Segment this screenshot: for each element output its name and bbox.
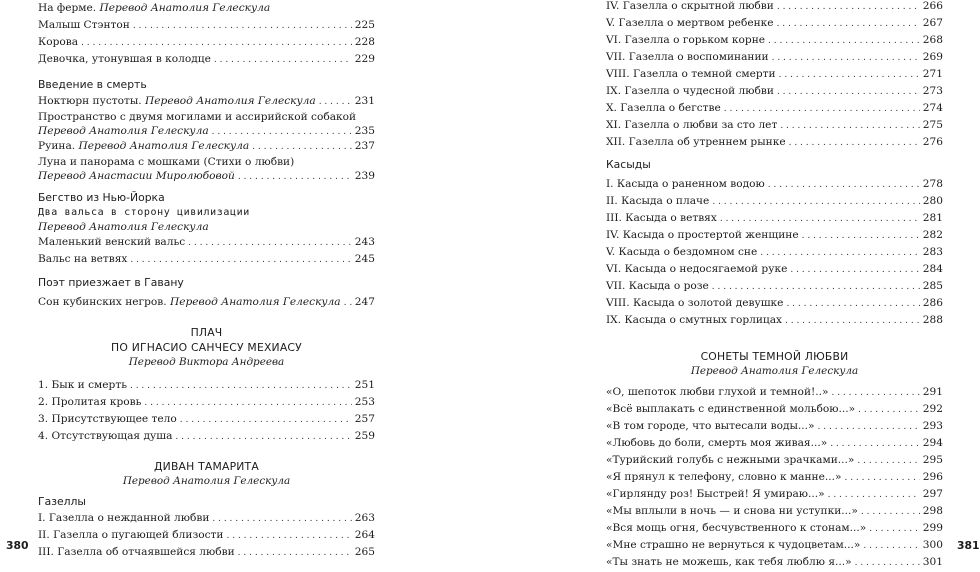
toc-entry-title: VII. Касыда о розе [606, 280, 709, 292]
plach-translator: Перевод Виктора Андреева [128, 356, 285, 368]
toc-entry [606, 100, 943, 117]
dot-leader [180, 412, 352, 429]
toc-entry-title: «Турийский голубь с нежными зрачками...» [606, 454, 855, 466]
toc-entry-page: 296 [922, 471, 943, 483]
toc-entry [606, 227, 943, 244]
toc-entry-page: 301 [922, 556, 943, 568]
toc-entry-title: Корова [38, 36, 79, 48]
toc-entry [606, 401, 943, 418]
toc-entry-page: 285 [922, 280, 943, 292]
toc-entry-title: VIII. Касыда о золотой девушке [606, 297, 784, 309]
toc-entry [606, 486, 943, 503]
dot-leader [777, 16, 920, 33]
toc-entry-page: 265 [354, 546, 375, 558]
toc-entry-prostranstvo: Перевод Анатолия Гелескула . . . 235 [38, 124, 375, 138]
dot-leader [130, 252, 351, 269]
toc-entry-page: 253 [354, 396, 375, 408]
toc-entry [606, 32, 943, 49]
toc-entry-page: 268 [922, 34, 943, 46]
section-heading-begstvo: Бегство из Нью-Йорка [38, 191, 165, 204]
dot-leader [869, 521, 920, 538]
toc-entry [38, 428, 375, 445]
toc-entry-page: 228 [354, 36, 375, 48]
toc-entry-title: I. Газелла о нежданной любви [38, 512, 210, 524]
divan-translator: Перевод Анатолия Гелескула [122, 475, 291, 487]
subsection-dva-valsa: Два вальса в сторону цивилизации [38, 207, 250, 218]
toc-entry [606, 295, 943, 312]
dot-leader [831, 385, 919, 402]
toc-entry [606, 520, 943, 537]
toc-entry-title: VIII. Газелла о темной смерти [606, 68, 776, 80]
page-number-right: 381 [957, 539, 980, 552]
dot-leader [855, 555, 920, 572]
toc-entry [606, 15, 943, 32]
section-title-sonety: СОНЕТЫ ТЕМНОЙ ЛЮБВИ [700, 350, 849, 363]
toc-entry [606, 244, 943, 261]
page-number-left: 380 [6, 539, 29, 552]
toc-entry-page: 257 [354, 413, 375, 425]
toc-entry [606, 176, 943, 193]
toc-entry-title: «Я прянул к телефону, словно к манне...» [606, 471, 842, 483]
toc-entry-title: X. Газелла о бегстве [606, 102, 721, 114]
toc-entry-title: IX. Касыда о смутных горлицах [606, 314, 782, 326]
toc-entry-prostranstvo-title: Пространство с двумя могилами и ассирийской собакой [38, 111, 357, 123]
toc-entry-title: «Всё выплакать с единственной мольбою...» [606, 403, 856, 415]
toc-entry-page: 274 [922, 102, 943, 114]
toc-entry [606, 469, 943, 486]
toc-entry [606, 83, 943, 100]
toc-entry-page: 283 [922, 246, 943, 258]
toc-entry-title: IV. Касыда о простертой женщине [606, 229, 799, 241]
toc-entry [38, 394, 375, 411]
toc-entry-page: 298 [922, 505, 943, 517]
toc-entry-title: II. Газелла о пугающей близости [38, 529, 224, 541]
toc-entry [606, 66, 943, 83]
toc-entry-title: I. Касыда о раненном водою [606, 178, 765, 190]
toc-entry-title: XII. Газелла об утреннем рынке [606, 136, 786, 148]
section-heading-vvedenie: Введение в смерть [38, 78, 147, 91]
toc-entry-page: 263 [354, 512, 375, 524]
section-heading-poet: Поэт приезжает в Гавану [38, 276, 184, 289]
section-heading-kasydy: Касыды [606, 158, 651, 171]
plach-list [38, 377, 375, 445]
dot-leader [785, 313, 920, 330]
toc-entry-page: 278 [922, 178, 943, 190]
toc-entry-page: 282 [922, 229, 943, 241]
toc-entry-luna-title: Луна и панорама с мошками (Стихи о любви) [38, 156, 295, 168]
toc-entry-title: 2. Пролитая кровь [38, 396, 142, 408]
toc-entry-title: V. Газелла о мертвом ребенке [606, 17, 774, 29]
toc-entry-title: «Любовь до боли, смерть моя живая...» [606, 437, 828, 449]
toc-entry [606, 554, 943, 571]
toc-entry [606, 134, 943, 151]
dot-leader [768, 33, 920, 50]
dot-leader [720, 211, 920, 228]
dot-leader [712, 279, 920, 296]
toc-entry [38, 527, 375, 544]
toc-entry-title: V. Касыда о бездомном сне [606, 246, 758, 258]
dot-leader [789, 135, 920, 152]
toc-entry-page: 286 [922, 297, 943, 309]
toc-entry [606, 384, 943, 401]
toc-entry-title: «Ты знать не можешь, как тебя люблю я...» [606, 556, 852, 568]
dot-leader [830, 436, 920, 453]
toc-entry-title: III. Касыда о ветвях [606, 212, 717, 224]
toc-entry-title: Девочка, утонувшая в колодце [38, 53, 211, 65]
toc-entry [38, 377, 375, 394]
toc-entry-page: 229 [354, 53, 375, 65]
dot-leader [790, 262, 919, 279]
dot-leader [133, 18, 352, 35]
toc-entry [38, 34, 375, 51]
toc-entry [38, 544, 375, 561]
dot-leader [818, 419, 920, 436]
dot-leader [175, 429, 351, 446]
toc-entry [38, 411, 375, 428]
toc-entry-page: 280 [922, 195, 943, 207]
dot-leader [777, 0, 920, 16]
toc-entry [606, 193, 943, 210]
toc-entry-page: 269 [922, 51, 943, 63]
toc-entry-page: 281 [922, 212, 943, 224]
toc-entry-page: 264 [354, 529, 375, 541]
toc-entry-title: Вальс на ветвях [38, 253, 128, 265]
toc-entry-title: «О, шепоток любви глухой и темной!..» [606, 386, 829, 398]
toc-entry-luna: Перевод Анастасии Миролюбовой . . . 239 [38, 169, 375, 183]
toc-entry-title: XI. Газелла о любви за сто лет [606, 119, 778, 131]
toc-entry-page: 245 [354, 253, 375, 265]
dot-leader [857, 453, 919, 470]
dot-leader [828, 487, 920, 504]
dot-leader [188, 235, 352, 252]
toc-entry-page: 295 [922, 454, 943, 466]
dot-leader [81, 35, 352, 52]
dot-leader [844, 470, 919, 487]
sonety-translator: Перевод Анатолия Гелескула [690, 365, 859, 377]
toc-entry-page: 275 [922, 119, 943, 131]
sonety-list [606, 384, 943, 571]
toc-entry-page: 273 [922, 85, 943, 97]
toc-entry-page: 293 [922, 420, 943, 432]
toc-entry [606, 452, 943, 469]
toc-entry [606, 435, 943, 452]
toc-entry [606, 503, 943, 520]
toc-entry-page: 291 [922, 386, 943, 398]
toc-entry-son: Сон кубинских негров. Перевод Анатолия Гелескула . . . 247 [38, 294, 375, 311]
toc-entry-page: 266 [922, 0, 943, 12]
section-title-plach-2: ПО ИГНАСИО САНЧЕСУ МЕХИАСУ [111, 341, 302, 354]
dot-leader [226, 528, 351, 545]
dot-leader [780, 118, 919, 135]
gazelly-list-right [606, 0, 943, 151]
toc-entry-ruina: Руина. Перевод Анатолия Гелескула . . . 237 [38, 138, 375, 155]
dot-leader [858, 402, 920, 419]
toc-entry-page: 243 [354, 236, 375, 248]
dot-leader [724, 101, 920, 118]
toc-entry-title: IV. Газелла о скрытной любви [606, 0, 774, 12]
dot-leader [779, 67, 920, 84]
toc-entry [606, 537, 943, 554]
dot-leader [144, 395, 351, 412]
toc-entry-title: Маленький венский вальс [38, 236, 186, 248]
toc-entry-title: IX. Газелла о чудесной любви [606, 85, 774, 97]
dot-leader [712, 194, 919, 211]
toc-entry [606, 0, 943, 15]
toc-entry-page: 300 [922, 539, 943, 551]
toc-entry [606, 278, 943, 295]
left-page-toc [38, 0, 375, 561]
toc-entry-page: 284 [922, 263, 943, 275]
dot-leader [802, 228, 920, 245]
toc-entry-page: 271 [922, 68, 943, 80]
na-ferme-list [38, 17, 375, 68]
dot-leader [212, 511, 351, 528]
dot-leader [760, 245, 920, 262]
toc-entry-title: «Вся мощь огня, бесчувственного к стонам...» [606, 522, 867, 534]
dot-leader [863, 538, 919, 555]
toc-entry-title: III. Газелла об отчаявшейся любви [38, 546, 235, 558]
toc-entry-page: 294 [922, 437, 943, 449]
toc-entry-title: II. Касыда о плаче [606, 195, 710, 207]
toc-entry [38, 251, 375, 268]
toc-entry-page: 292 [922, 403, 943, 415]
toc-entry [38, 17, 375, 34]
toc-entry [606, 210, 943, 227]
toc-entry-title: VII. Газелла о воспоминании [606, 51, 769, 63]
section-title-divan: ДИВАН ТАМАРИТА [154, 460, 259, 473]
toc-entry-title: 1. Бык и смерть [38, 379, 127, 391]
toc-entry [606, 49, 943, 66]
toc-entry [606, 312, 943, 329]
gazelly-list-left [38, 510, 375, 561]
toc-entry-page: 225 [354, 19, 375, 31]
toc-entry-title: «Гирлянду роз! Быстрей! Я умираю...» [606, 488, 825, 500]
toc-entry-page: 267 [922, 17, 943, 29]
dot-leader [130, 378, 352, 395]
dot-leader [786, 296, 919, 313]
right-page-toc [606, 0, 943, 571]
toc-entry-na-ferme: На ферме. Перевод Анатолия Гелескула [38, 2, 271, 14]
toc-entry-title: VI. Газелла о горьком корне [606, 34, 766, 46]
toc-entry [38, 51, 375, 68]
toc-entry-title: 3. Присутствующее тело [38, 413, 177, 425]
toc-entry [606, 418, 943, 435]
toc-entry [38, 510, 375, 527]
valsy-list [38, 234, 375, 268]
kasydy-list [606, 176, 943, 329]
toc-entry-page: 259 [354, 430, 375, 442]
toc-entry [38, 234, 375, 251]
toc-entry [606, 261, 943, 278]
section-heading-gazelly: Газеллы [38, 495, 86, 508]
toc-entry [606, 117, 943, 134]
toc-entry-title: «В том городе, что вытесали воды...» [606, 420, 815, 432]
dot-leader [768, 177, 920, 194]
toc-entry-page: 251 [354, 379, 375, 391]
toc-entry-title: «Мы вплыли в ночь — и снова ни уступки...» [606, 505, 858, 517]
dot-leader [777, 84, 920, 101]
toc-entry-title: «Мне страшно не вернуться к чудоцветам...» [606, 539, 861, 551]
toc-entry-title: Малыш Стэнтон [38, 19, 130, 31]
dot-leader [214, 52, 352, 69]
section-title-plach-1: ПЛАЧ [190, 326, 223, 339]
toc-entry-title: VI. Касыда о недосягаемой руке [606, 263, 788, 275]
toc-entry-page: 288 [922, 314, 943, 326]
dot-leader [772, 50, 920, 67]
toc-entry-page: 276 [922, 136, 943, 148]
dot-leader [861, 504, 920, 521]
dva-valsa-translator: Перевод Анатолия Гелескула [38, 221, 209, 233]
toc-entry-page: 297 [922, 488, 943, 500]
toc-entry-page: 299 [922, 522, 943, 534]
toc-entry-title: 4. Отсутствующая душа [38, 430, 173, 442]
toc-entry-nokturn: Ноктюрн пустоты. Перевод Анатолия Гелескула . . . 231 [38, 93, 375, 110]
